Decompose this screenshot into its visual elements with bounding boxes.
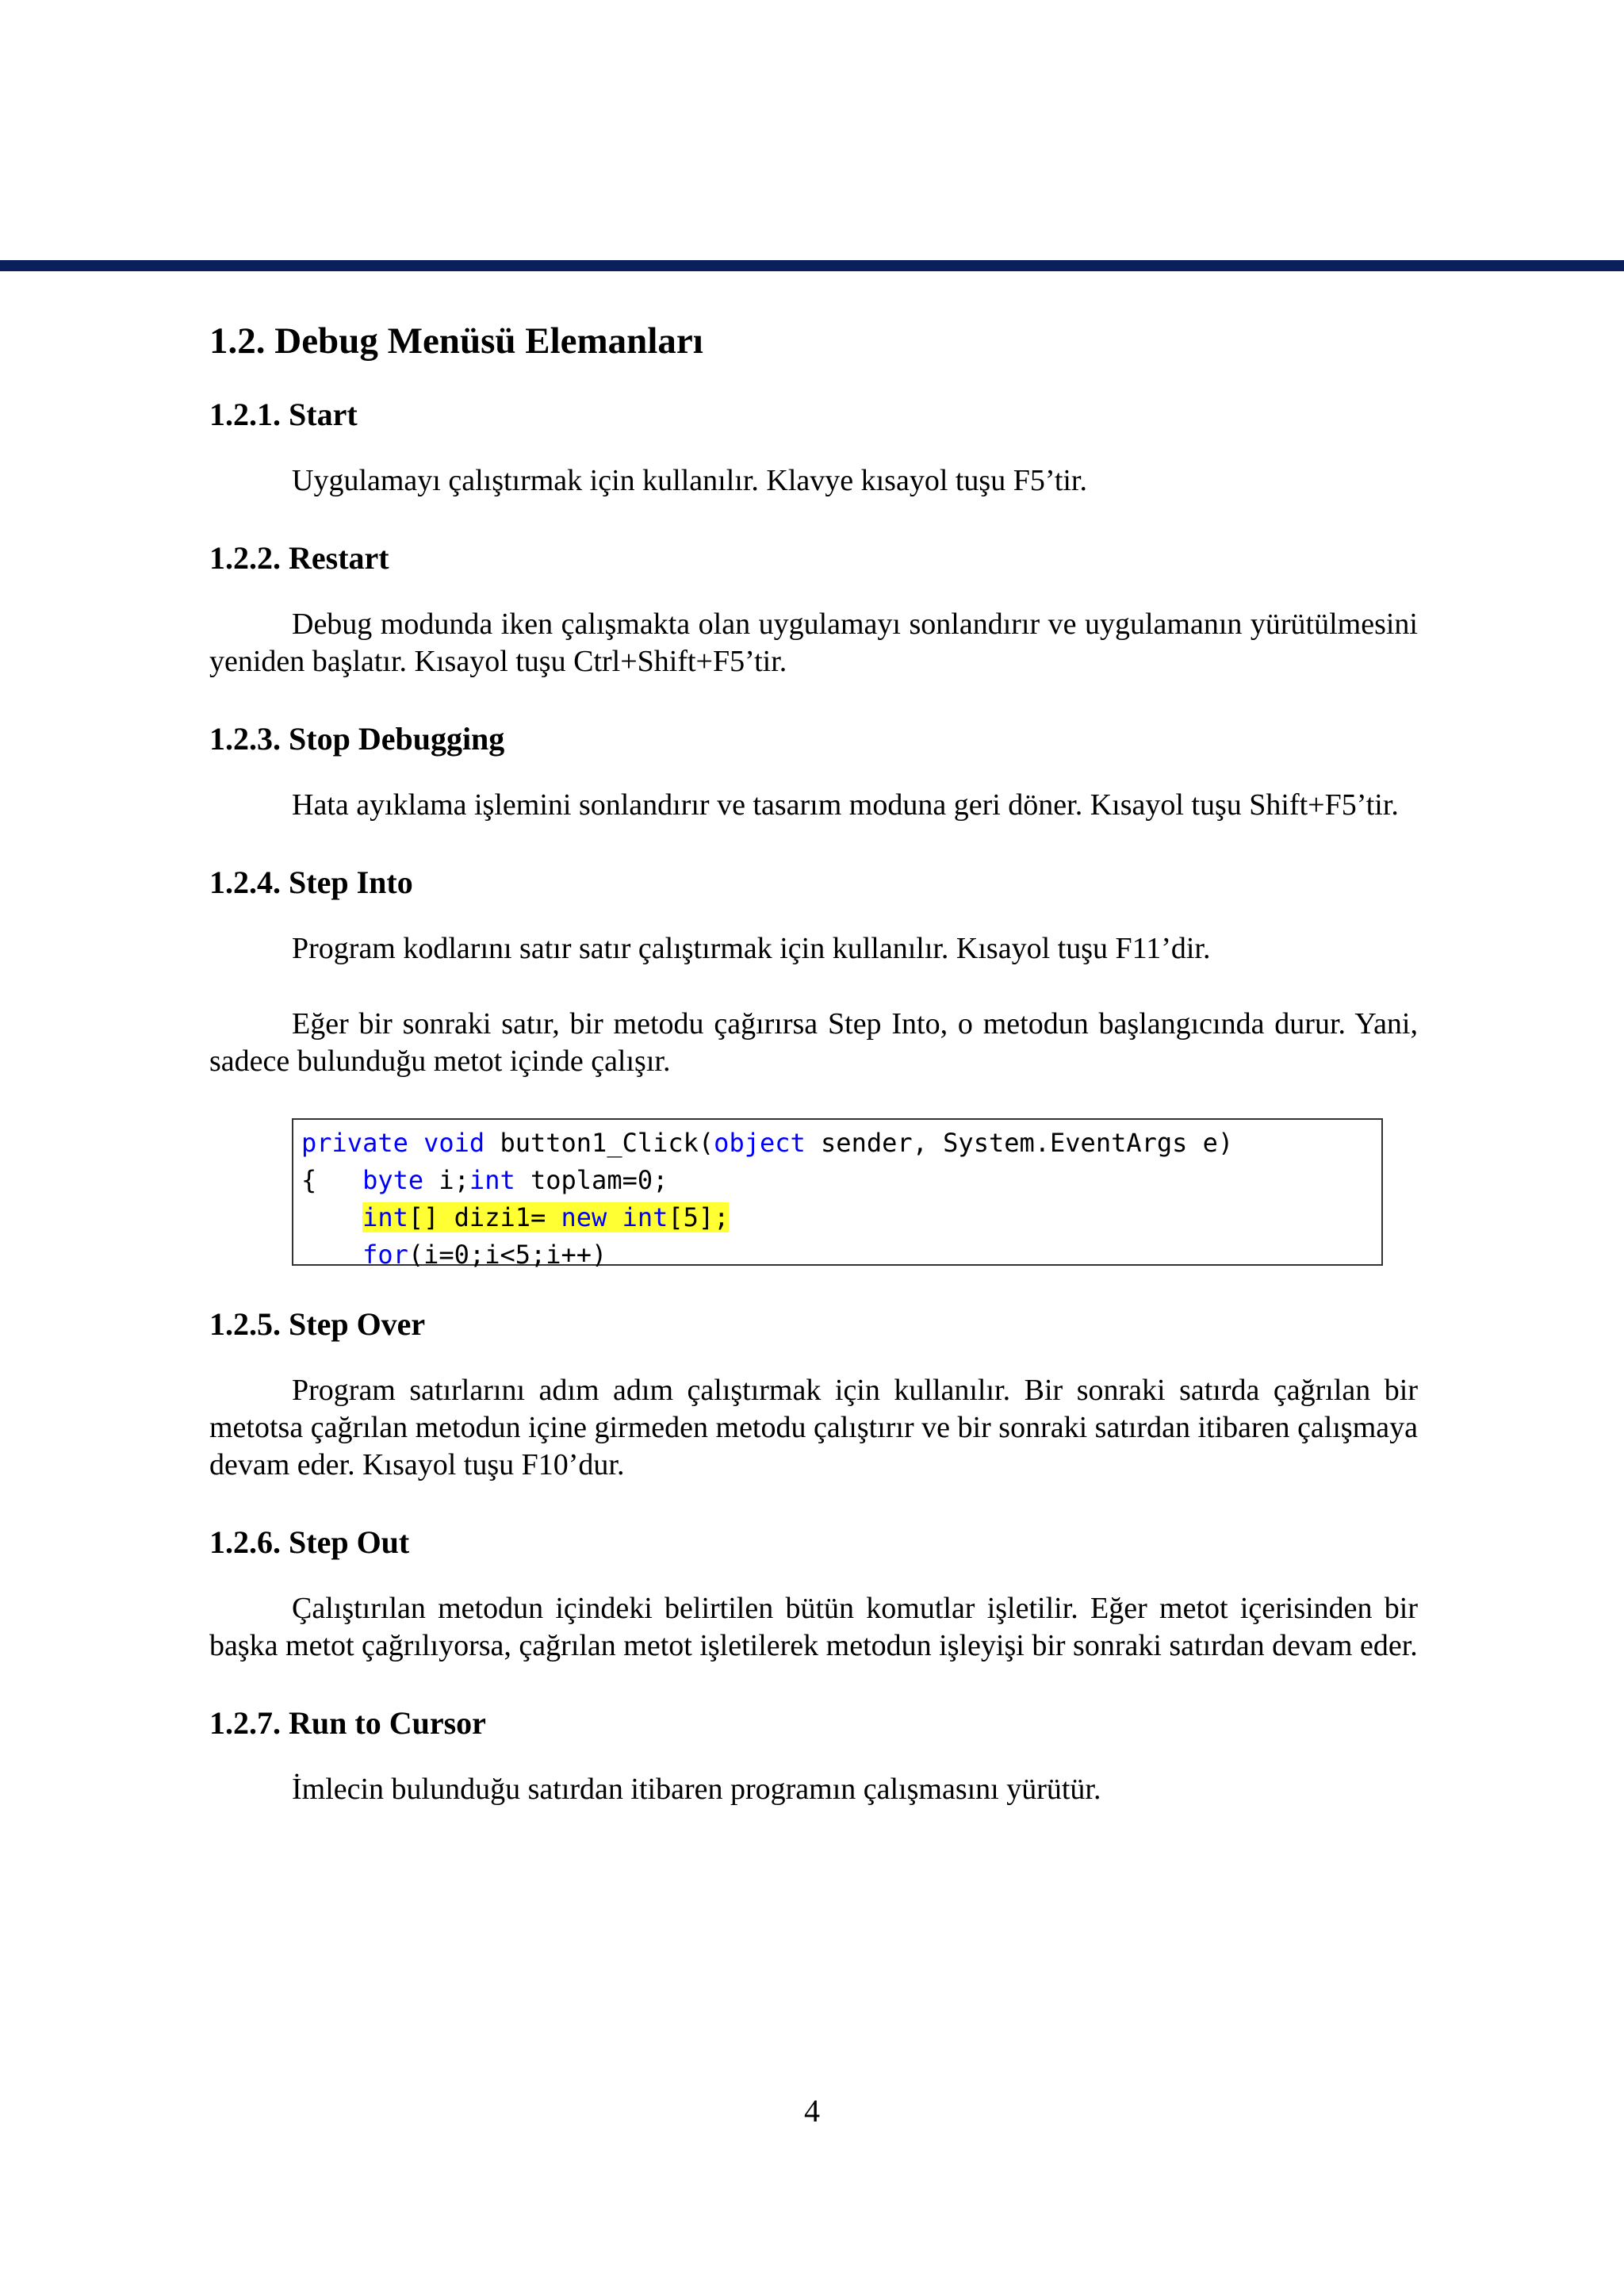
- code-line-3-highlighted: [301, 1199, 1381, 1236]
- paragraph-run-to-cursor: İmlecin bulunduğu satırdan itibaren programın çalışmasını yürütür.: [292, 1773, 1101, 1807]
- paragraph-step-out: Çalıştırılan metodun içindeki belirtilen bütün komutlar işletilir. Eğer metot içerisinden bir başka metot çağrılıyorsa, çağrılan metot işletilerek metodun işleyişi bir sonraki satırdan devam eder.: [209, 1592, 1418, 1663]
- code-brace: {: [301, 1165, 317, 1196]
- code-text: [5];: [668, 1202, 730, 1233]
- header-rule: [0, 260, 1624, 271]
- section-title: 1.2. Debug Menüsü Elemanları: [209, 320, 703, 362]
- heading-run-to-cursor: 1.2.7. Run to Cursor: [209, 1705, 486, 1742]
- paragraph-step-into-1: Program kodlarını satır satır çalıştırmak için kullanılır. Kısayol tuşu F11’dir.: [292, 932, 1211, 966]
- code-text: (i=0;i<5;i++): [408, 1240, 607, 1271]
- code-text: toplam=0;: [530, 1165, 668, 1196]
- code-keyword: private: [301, 1128, 408, 1159]
- paragraph-start: Uygulamayı çalıştırmak için kullanılır. Klavye kısayol tuşu F5’tir.: [292, 464, 1087, 498]
- code-text: i;: [439, 1165, 469, 1196]
- code-example: [292, 1118, 1383, 1271]
- code-keyword: int: [622, 1202, 668, 1233]
- paragraph-stop-debugging: Hata ayıklama işlemini sonlandırır ve tasarım moduna geri döner. Kısayol tuşu Shift+F5’tir.: [292, 788, 1399, 822]
- code-keyword: void: [423, 1128, 485, 1159]
- paragraph-step-into-2: Eğer bir sonraki satır, bir metodu çağırırsa Step Into, o metodun başlangıcında durur. Yani, sadece bulunduğu metot içinde çalışır.: [209, 1007, 1418, 1079]
- current-line-highlight: [362, 1202, 729, 1232]
- heading-step-out: 1.2.6. Step Out: [209, 1524, 410, 1561]
- heading-start: 1.2.1. Start: [209, 397, 358, 433]
- page-number: 4: [804, 2093, 820, 2129]
- code-text: [] dizi1=: [408, 1202, 546, 1233]
- code-keyword: int: [469, 1165, 515, 1196]
- code-line-4: [301, 1236, 1381, 1274]
- code-keyword: byte: [362, 1165, 424, 1196]
- heading-stop-debugging: 1.2.3. Stop Debugging: [209, 721, 505, 757]
- code-text: button1_Click(: [500, 1128, 714, 1159]
- code-keyword: for: [362, 1240, 408, 1271]
- paragraph-restart: Debug modunda iken çalışmakta olan uygulamayı sonlandırır ve uygulamanın yürütülmesini yeniden başlatır. Kısayol tuşu Ctrl+Shift+F5’tir.: [209, 607, 1418, 679]
- code-text: sender, System.EventArgs e): [821, 1128, 1234, 1159]
- paragraph-step-over: Program satırlarını adım adım çalıştırmak için kullanılır. Bir sonraki satırda çağrılan bir metotsa çağrılan metodun içine girmeden metodu çalıştırır ve bir sonraki satırdan itibaren çalışmaya devam eder. Kısayol tuşu F10’dur.: [209, 1374, 1418, 1482]
- heading-restart: 1.2.2. Restart: [209, 540, 389, 577]
- heading-step-into: 1.2.4. Step Into: [209, 864, 413, 901]
- code-keyword: int: [362, 1202, 408, 1233]
- code-line-1: [301, 1125, 1381, 1162]
- page-content: [209, 317, 1418, 1846]
- code-keyword: object: [714, 1128, 806, 1159]
- code-line-2: [301, 1162, 1381, 1199]
- heading-step-over: 1.2.5. Step Over: [209, 1306, 426, 1343]
- code-keyword: new: [561, 1202, 607, 1233]
